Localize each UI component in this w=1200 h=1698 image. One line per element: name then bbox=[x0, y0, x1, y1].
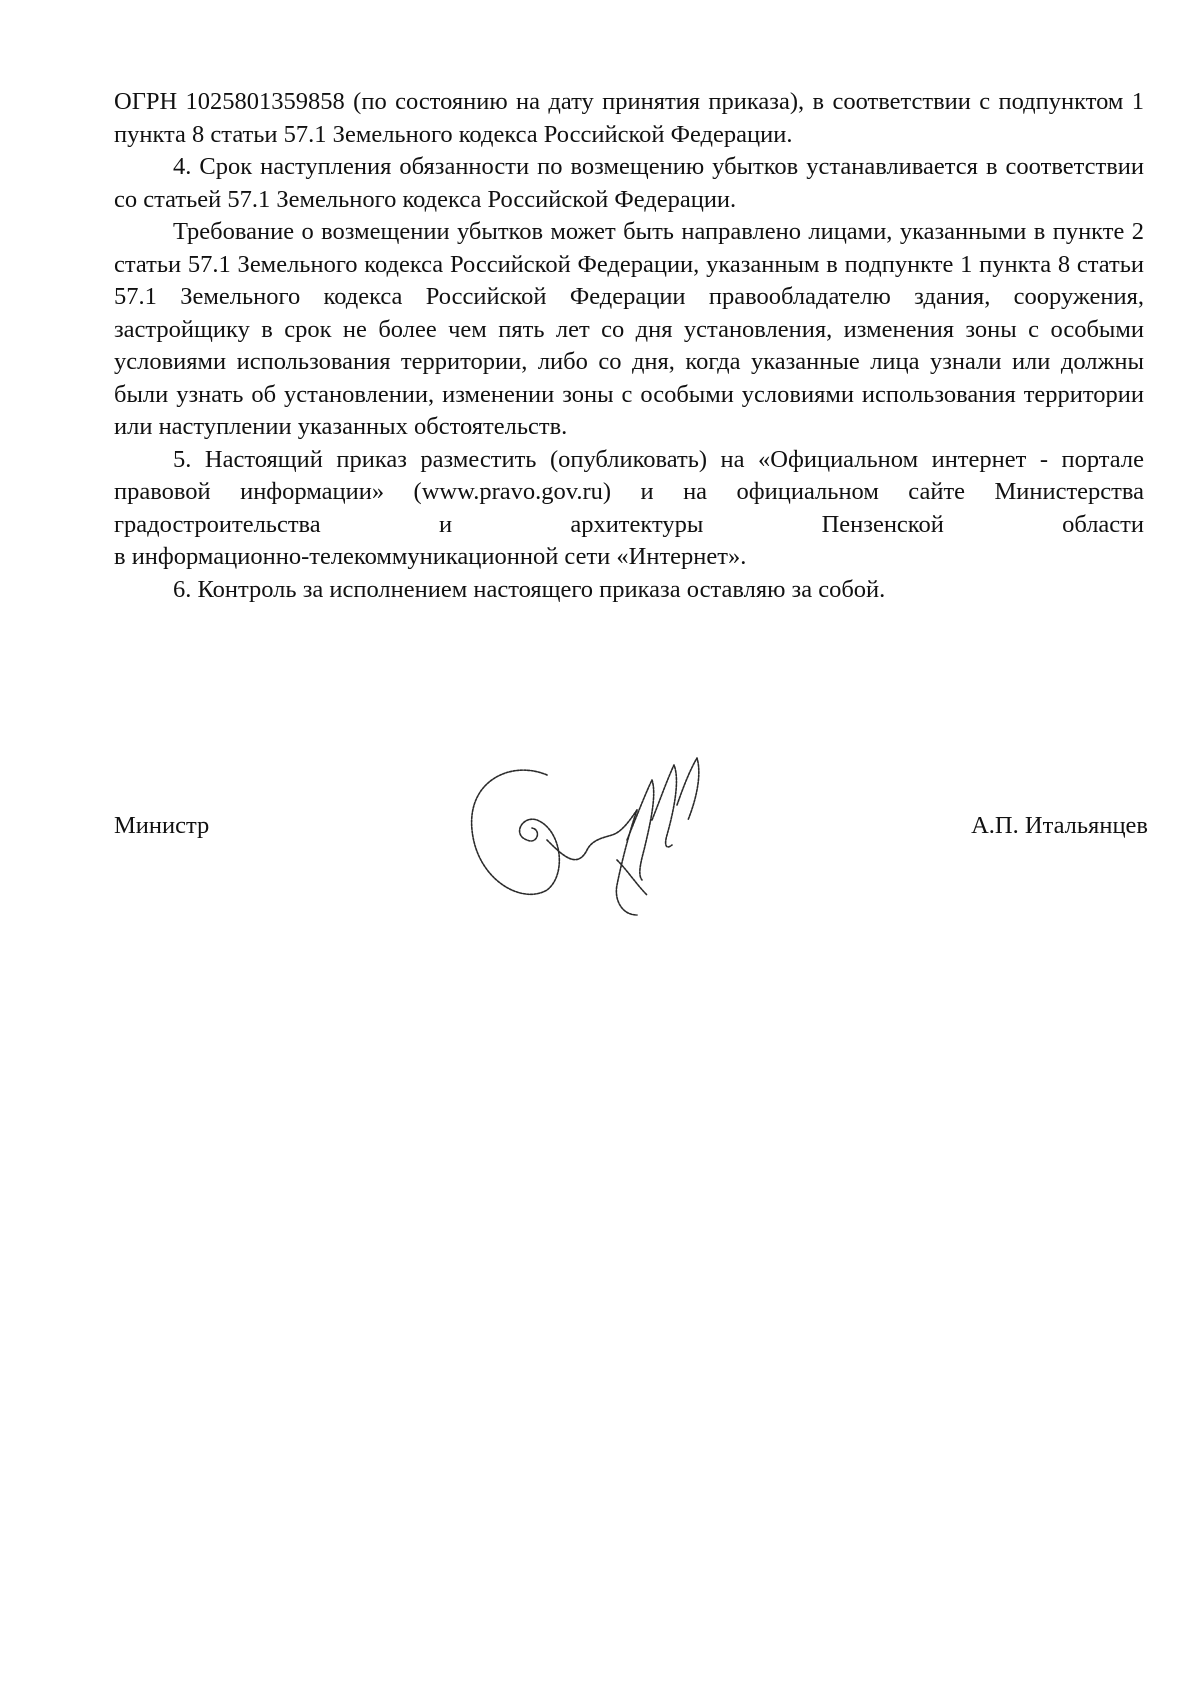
signatory-title: Министр bbox=[114, 812, 210, 839]
paragraph-ogrn: ОГРН 1025801359858 (по состоянию на дату принятия приказа), в соответствии с подпунктом 1 пункта 8 статьи 57.1 Земельного кодекса Российской Федерации. bbox=[114, 88, 1144, 148]
paragraph-item-5-continued: в информационно-телекоммуникационной сети «Интернет». bbox=[114, 543, 747, 570]
signatory-name: А.П. Итальянцев bbox=[971, 812, 1148, 839]
paragraph-item-4: 4. Срок наступления обязанности по возмещению убытков устанавливается в соответствии со статьей 57.1 Земельного кодекса Российской Федерации. bbox=[114, 153, 1144, 213]
handwritten-signature-icon bbox=[452, 720, 742, 920]
paragraph-item-6: 6. Контроль за исполнением настоящего приказа оставляю за собой. bbox=[173, 575, 886, 603]
paragraph-damages-claim: Требование о возмещении убытков может быть направлено лицами, указанными в пункте 2 статьи 57.1 Земельного кодекса Российской Федерации, указанным в подпункте 1 пункта 8 статьи 57.1 Земельного кодекса Российской Федерации правообладателю здания, сооружения, застройщику в срок не более чем пять лет со дня установления, изменения зоны с особыми условиями использования территории, либо со дня, когда указанные лица узнали или должны были узнать об установлении, изменении зоны с особыми условиями использования территории или наступлении указанных обстоятельств. bbox=[114, 218, 1144, 440]
paragraph-item-5: 5. Настоящий приказ разместить (опубликовать) на «Официальном интернет - портале правовой информации» (www.pravo.gov.ru) и на официальном сайте Министерства градостроительства и архитектуры Пензенской области bbox=[114, 445, 1144, 538]
document-body bbox=[114, 86, 1144, 606]
